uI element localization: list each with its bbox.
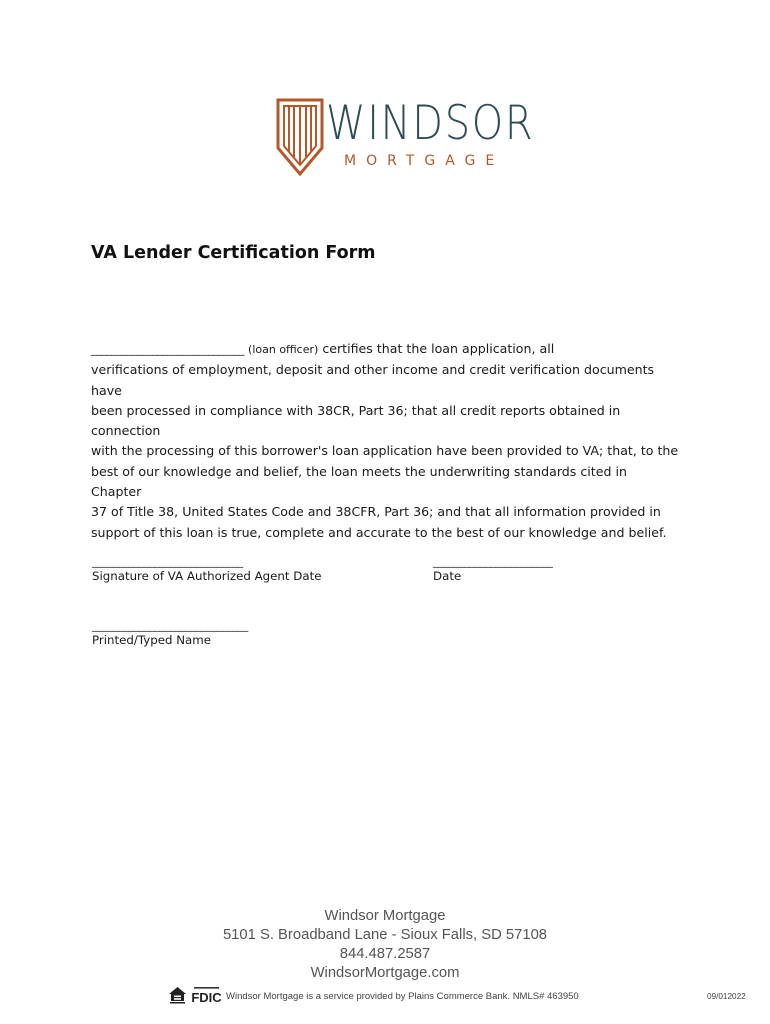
footer-contact	[185, 907, 585, 983]
cert-line-3: been processed in compliance with 38CR, Part 36; that all credit reports obtained in connection	[91, 402, 621, 439]
printed-name-label: Printed/Typed Name	[92, 633, 211, 647]
loan-officer-role: (loan officer)	[248, 343, 319, 356]
logo-wordmark: WINDSOR	[326, 96, 535, 151]
cert-line-1	[91, 339, 681, 360]
cert-line-4: with the processing of this borrower's loan application have been provided to VA; that, to the	[91, 443, 679, 459]
date-line[interactable]: _______________________	[433, 555, 553, 568]
equal-housing-icon	[168, 986, 187, 1004]
fdic-logo-text: FDIC	[191, 990, 222, 1004]
form-title: VA Lender Certification Form	[91, 243, 376, 263]
cert-line-6: 37 of Title 38, United States Code and 38CFR, Part 36; and that all information provided in	[91, 504, 661, 520]
agent-signature-label: Signature of VA Authorized Agent Date	[92, 569, 322, 583]
agent-signature-line[interactable]: _____________________________	[92, 555, 243, 568]
certification-paragraph	[91, 339, 681, 543]
footer-website[interactable]: WindsorMortgage.com	[310, 965, 460, 981]
cert-line-2: verifications of employment, deposit and other income and credit verification documents have	[91, 362, 655, 398]
cert-line-7: support of this loan is true, complete and accurate to the best of our knowledge and belief.	[91, 524, 667, 540]
fdic-logo	[190, 986, 223, 1004]
cert-line-1-rest: certifies that the loan application, all	[318, 341, 555, 356]
logo-subtitle: MORTGAGE	[344, 153, 505, 169]
footer-phone: 844.487.2587	[339, 946, 431, 962]
printed-name-line[interactable]: ______________________________	[92, 619, 249, 632]
windsor-logo	[276, 96, 535, 180]
date-label: Date	[433, 569, 462, 583]
loan-officer-blank[interactable]: ______________________________	[91, 343, 245, 356]
footer-address: 5101 S. Broadband Lane - Sioux Falls, SD 57108	[222, 927, 548, 943]
windsor-shield-logo-icon	[276, 98, 324, 176]
footer-company: Windsor Mortgage	[324, 908, 446, 924]
cert-line-5: best of our knowledge and belief, the loan meets the underwriting standards cited in Chapter	[91, 463, 627, 500]
footer-revision-date: 09/012022	[707, 992, 746, 1001]
footer-disclaimer: Windsor Mortgage is a service provided by Plains Commerce Bank. NMLS# 463950	[226, 991, 579, 1002]
